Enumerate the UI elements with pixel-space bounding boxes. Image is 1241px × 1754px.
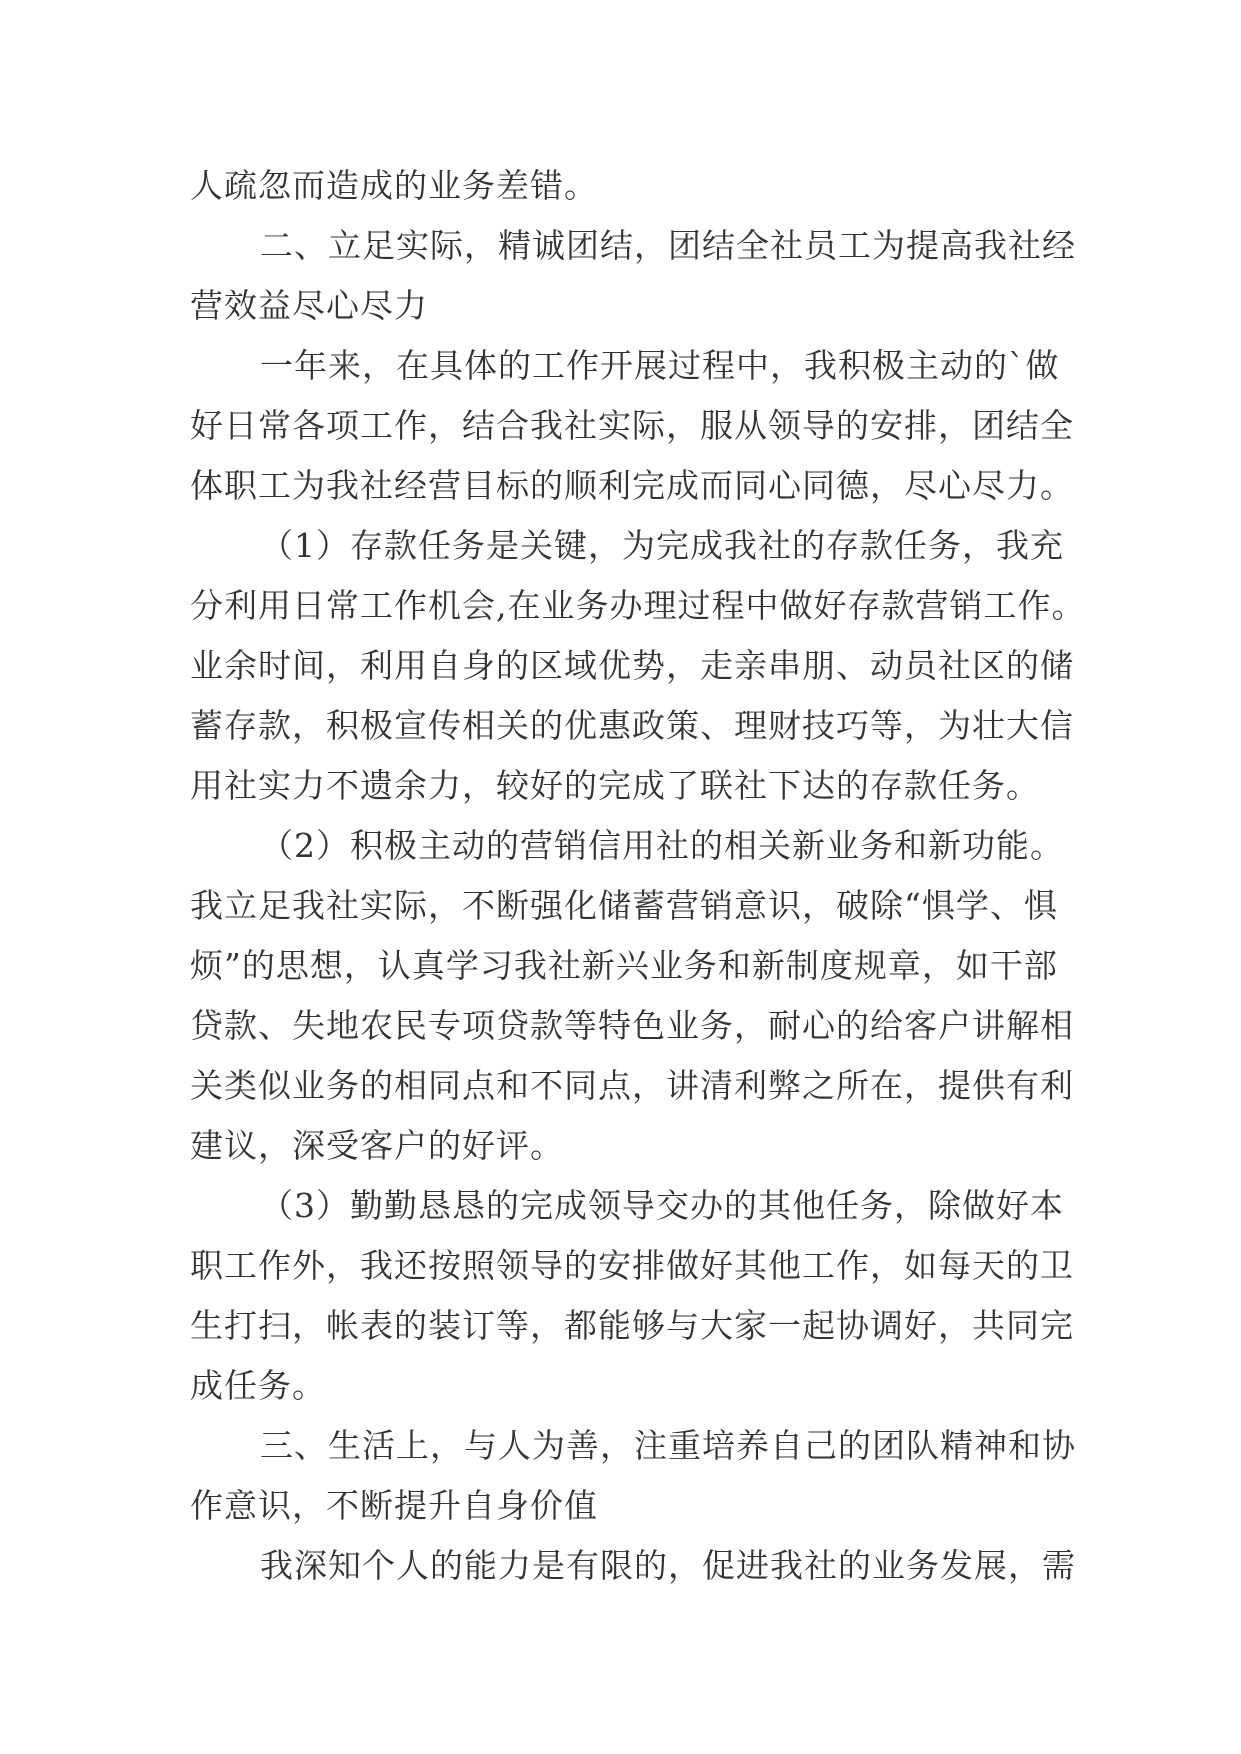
list-item-start: （3）勤勤恳恳的完成领导交办的其他任务，除做好本: [260, 1186, 1064, 1225]
text-line: 蓄存款，积极宣传相关的优惠政策、理财技巧等，为壮大信: [190, 706, 1074, 745]
text-line: 业余时间，利用自身的区域优势，走亲串朋、动员社区的储: [190, 646, 1074, 685]
list-item-start: （1）存款任务是关键，为完成我社的存款任务，我充: [260, 526, 1064, 565]
text-line: 贷款、失地农民专项贷款等特色业务，耐心的给客户讲解相: [190, 1006, 1074, 1045]
section-heading: 三、生活上，与人为善，注重培养自己的团队精神和协: [260, 1426, 1076, 1465]
list-item-start: （2）积极主动的营销信用社的相关新业务和新功能。: [260, 826, 1064, 865]
paragraph-start: 我深知个人的能力是有限的，促进我社的业务发展，需: [260, 1546, 1076, 1585]
text-line: 成任务。: [190, 1366, 326, 1405]
text-line: 好日常各项工作，结合我社实际，服从领导的安排，团结全: [190, 406, 1074, 445]
text-line: 职工作外，我还按照领导的安排做好其他工作，如每天的卫: [190, 1246, 1074, 1285]
section-heading-continued: 作意识，不断提升自身价值: [190, 1486, 598, 1525]
section-heading: 二、立足实际，精诚团结，团结全社员工为提高我社经: [260, 226, 1076, 265]
text-line: 人疏忽而造成的业务差错。: [190, 166, 598, 205]
text-line: 分利用日常工作机会,在业务办理过程中做好存款营销工作。: [190, 586, 1086, 625]
text-line: 用社实力不遗余力，较好的完成了联社下达的存款任务。: [190, 766, 1040, 805]
document-body: [190, 156, 1086, 1596]
section-heading-continued: 营效益尽心尽力: [190, 286, 428, 325]
text-line: 烦”的思想，认真学习我社新兴业务和新制度规章，如干部: [190, 946, 1058, 985]
text-line: 关类似业务的相同点和不同点，讲清利弊之所在，提供有利: [190, 1066, 1074, 1105]
text-line: 建议，深受客户的好评。: [190, 1126, 564, 1165]
text-line: 我立足我社实际，不断强化储蓄营销意识，破除“惧学、惧: [190, 886, 1058, 925]
text-line: 生打扫，帐表的装订等，都能够与大家一起协调好，共同完: [190, 1306, 1074, 1345]
text-line: 体职工为我社经营目标的顺利完成而同心同德，尽心尽力。: [190, 466, 1074, 505]
paragraph-start: 一年来，在具体的工作开展过程中，我积极主动的`做: [260, 346, 1060, 385]
